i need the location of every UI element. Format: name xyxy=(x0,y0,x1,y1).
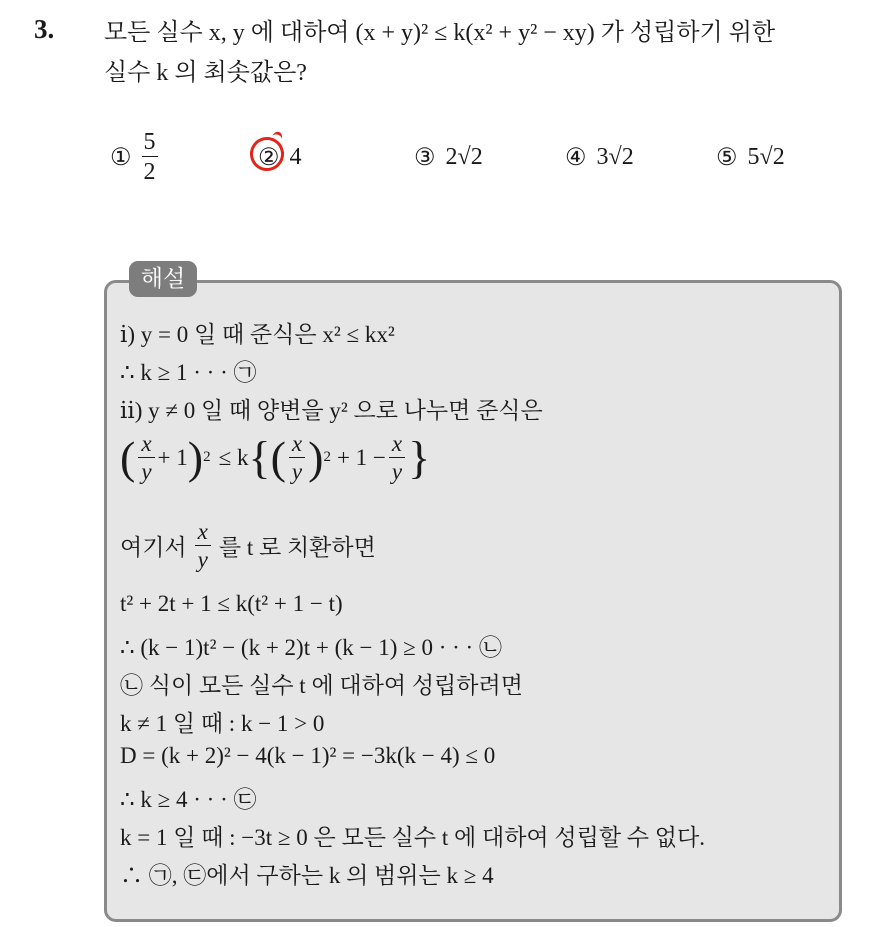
choice-marker: ③ xyxy=(414,145,436,171)
fraction-x-over-y xyxy=(289,432,305,483)
term: + 1 xyxy=(157,444,188,470)
paren-open: ( xyxy=(120,431,136,483)
fraction-numerator: x xyxy=(138,432,154,458)
fraction-denominator: 2 xyxy=(143,159,156,185)
term: ≤ k xyxy=(218,444,249,470)
choice-fraction xyxy=(142,130,158,184)
solution-line-2: ∴ k ≥ 1 · · · ㉠ xyxy=(120,360,257,385)
fraction-numerator: x xyxy=(389,432,405,458)
fraction-numerator: x xyxy=(289,432,305,458)
fraction-x-over-y xyxy=(195,520,211,571)
choice-1[interactable] xyxy=(110,130,158,184)
choice-marker: ④ xyxy=(565,145,587,171)
solution-line-11: ∴ k ≥ 4 · · · ㉢ xyxy=(120,787,257,812)
solution-line-6: t² + 2t + 1 ≤ k(t² + 1 − t) xyxy=(120,591,343,616)
question-text-line1: 모든 실수 x, y 에 대하여 (x + y)² ≤ k(x² + y² − xy) 가 성립하기 위한 xyxy=(104,20,776,46)
exponent: 2 xyxy=(323,449,331,465)
brace-close: } xyxy=(408,431,431,483)
paren-close: ) xyxy=(308,431,324,483)
choice-value: 2√2 xyxy=(445,144,483,170)
solution-line-8: ㉡ 식이 모든 실수 t 에 대하여 성립하려면 xyxy=(120,673,523,698)
solution-line-10: D = (k + 2)² − 4(k − 1)² = −3k(k − 4) ≤ 0 xyxy=(120,743,496,768)
choice-4[interactable] xyxy=(565,143,634,172)
choice-3[interactable] xyxy=(414,143,483,172)
paren-open: ( xyxy=(270,431,286,483)
term: + 1 − xyxy=(336,444,386,470)
solution-line-7: ∴ (k − 1)t² − (k + 2)t + (k − 1) ≥ 0 · · · ㉡ xyxy=(120,635,502,660)
term: 를 t 로 치환하면 xyxy=(218,535,376,560)
fraction-numerator: x xyxy=(195,520,211,546)
term: 여기서 xyxy=(120,535,187,560)
fraction-denominator: y xyxy=(291,459,303,484)
solution-line-4 xyxy=(120,432,430,483)
solution-line-12: k = 1 일 때 : −3t ≥ 0 은 모든 실수 t 에 대하여 성립할 수 없다. xyxy=(120,825,705,850)
solution-line-1: ⅰ) y = 0 일 때 준식은 x² ≤ kx² xyxy=(120,322,395,347)
paren-close: ) xyxy=(187,431,204,483)
choice-marker: ⑤ xyxy=(716,145,738,171)
brace-open: { xyxy=(248,431,271,483)
choice-value: 5√2 xyxy=(747,144,785,170)
question-text-line2: 실수 k 의 최솟값은? xyxy=(104,60,307,86)
solution-line-5 xyxy=(120,520,376,571)
solution-line-9: k ≠ 1 일 때 : k − 1 > 0 xyxy=(120,711,325,736)
fraction-x-over-y xyxy=(389,432,405,483)
fraction-x-over-y xyxy=(138,432,154,483)
choice-value: 3√2 xyxy=(596,144,634,170)
choice-5[interactable] xyxy=(716,143,785,172)
solution-tag: 해설 xyxy=(129,261,197,297)
choice-marker: ① xyxy=(110,144,132,171)
fraction-numerator: 5 xyxy=(143,129,156,155)
choice-value: 4 xyxy=(289,144,302,170)
question-number: 3. xyxy=(34,14,55,44)
fraction-denominator: y xyxy=(391,459,403,484)
solution-line-13: ∴ ㉠, ㉢에서 구하는 k 의 범위는 k ≥ 4 xyxy=(120,863,494,888)
fraction-denominator: y xyxy=(141,459,152,484)
choice-marker: ② xyxy=(258,145,280,171)
exponent: 2 xyxy=(203,449,211,465)
solution-line-3: ⅱ) y ≠ 0 일 때 양변을 y² 으로 나누면 준식은 xyxy=(120,398,543,423)
fraction-denominator: y xyxy=(197,547,208,572)
